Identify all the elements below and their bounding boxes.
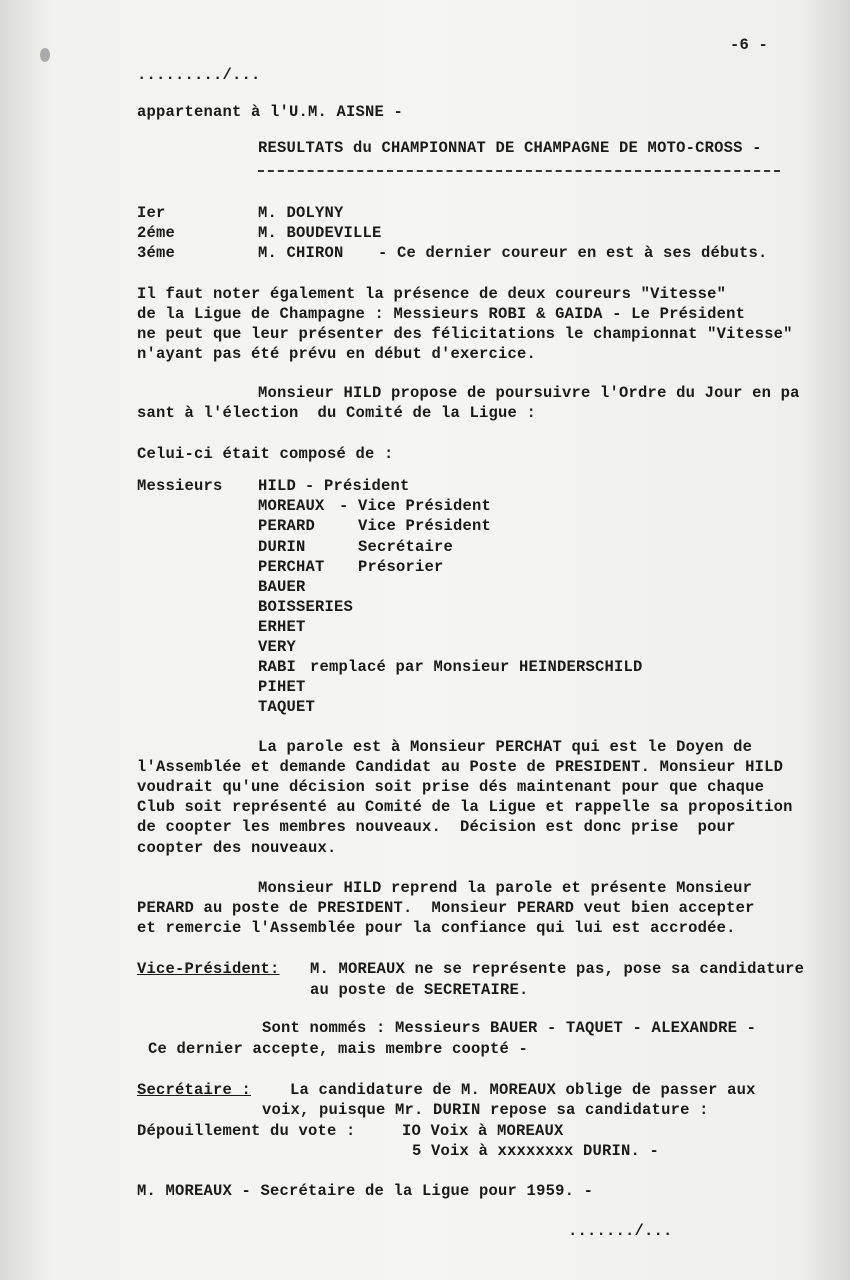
result-note: - Ce dernier coureur en est à ses débuts. [378, 244, 768, 262]
para1-line: n'ayant pas été prévu en début d'exercice. [137, 345, 537, 363]
para2-line: sant à l'élection du Comité de la Ligue : [137, 404, 537, 422]
para3-line: La parole est à Monsieur PERCHAT qui est le Doyen de [258, 738, 753, 756]
result-place: Ier [137, 204, 166, 222]
para5-line: Ce dernier accepte, mais membre coopté - [148, 1040, 529, 1058]
vote-line: IO Voix à MOREAUX [402, 1122, 564, 1140]
committee-name: ERHET [258, 618, 306, 636]
result-name: M. DOLYNY [258, 204, 344, 222]
para3-line: voudrait qu'une décision soit prise dés maintenant pour que chaque [137, 778, 765, 796]
para1-line: de la Ligue de Champagne : Messieurs ROBI & GAIDA - Le Président [137, 305, 746, 323]
result-place: 2éme [137, 224, 176, 242]
para3-line: coopter des nouveaux. [137, 839, 337, 857]
committee-label: Messieurs [137, 477, 223, 495]
committee-name: DURIN [258, 538, 306, 556]
committee-intro: Celui-ci était composé de : [137, 445, 394, 463]
committee-name: PERCHAT [258, 558, 325, 576]
continuation-top: ........./... [137, 66, 261, 84]
committee-role: remplacé par Monsieur HEINDERSCHILD [310, 658, 643, 676]
result-place: 3éme [137, 244, 176, 262]
committee-role: - Président [305, 477, 410, 495]
committee-name: HILD [258, 477, 297, 495]
committee-name: PIHET [258, 678, 306, 696]
para3-line: l'Assemblée et demande Candidat au Poste de PRESIDENT. Monsieur HILD [137, 758, 784, 776]
committee-name: MOREAUX [258, 497, 325, 515]
committee-name: BAUER [258, 578, 306, 596]
final-line: M. MOREAUX - Secrétaire de la Ligue pour 1959. - [137, 1182, 594, 1200]
vice-president-line: au poste de SECRETAIRE. [310, 981, 529, 999]
para5-line: Sont nommés : Messieurs BAUER - TAQUET - ALEXANDRE - [262, 1019, 757, 1037]
secretaire-line: La candidature de M. MOREAUX oblige de passer aux [290, 1081, 756, 1099]
vice-president-label: Vice-Président: [137, 960, 280, 978]
committee-role: - Vice Président [339, 497, 492, 515]
page-number: -6 - [730, 36, 769, 54]
vote-label: Dépouillement du vote : [137, 1122, 356, 1140]
para4-line: et remercie l'Assemblée pour la confiance qui lui est accrodée. [137, 919, 736, 937]
committee-name: VERY [258, 638, 297, 656]
doc-title: RESULTATS du CHAMPIONNAT DE CHAMPAGNE DE MOTO-CROSS - [258, 139, 762, 157]
para3-line: de coopter les membres nouveaux. Décision est donc prise pour [137, 818, 736, 836]
committee-role: Secrétaire [358, 538, 454, 556]
punch-hole [40, 48, 50, 62]
title-underline [258, 170, 780, 172]
para3-line: Club soit représenté au Comité de la Ligue et rappelle sa proposition [137, 798, 793, 816]
vote-line: 5 Voix à xxxxxxxx DURIN. - [412, 1142, 660, 1160]
continuation-bottom: ......./... [568, 1222, 673, 1240]
committee-name: TAQUET [258, 698, 316, 716]
result-name: M. CHIRON [258, 244, 344, 262]
secretaire-label: Secrétaire : [137, 1081, 252, 1099]
secretaire-line: voix, puisque Mr. DURIN repose sa candidature : [262, 1101, 709, 1119]
para4-line: Monsieur HILD reprend la parole et présente Monsieur [258, 879, 753, 897]
result-name: M. BOUDEVILLE [258, 224, 382, 242]
para1-line: ne peut que leur présenter des félicitations le championnat "Vitesse" [137, 325, 793, 343]
para4-line: PERARD au poste de PRESIDENT. Monsieur PERARD veut bien accepter [137, 899, 755, 917]
committee-role: Présorier [358, 558, 444, 576]
committee-name: PERARD [258, 517, 316, 535]
vice-president-line: M. MOREAUX ne se représente pas, pose sa candidature [310, 960, 805, 978]
aisne-line: appartenant à l'U.M. AISNE - [137, 103, 404, 121]
committee-name: RABI [258, 658, 297, 676]
committee-name: BOISSERIES [258, 598, 354, 616]
para2-line: Monsieur HILD propose de poursuivre l'Ordre du Jour en pa [258, 384, 800, 402]
committee-role: Vice Président [358, 517, 492, 535]
para1-line: Il faut noter également la présence de deux coureurs "Vitesse" [137, 285, 727, 303]
